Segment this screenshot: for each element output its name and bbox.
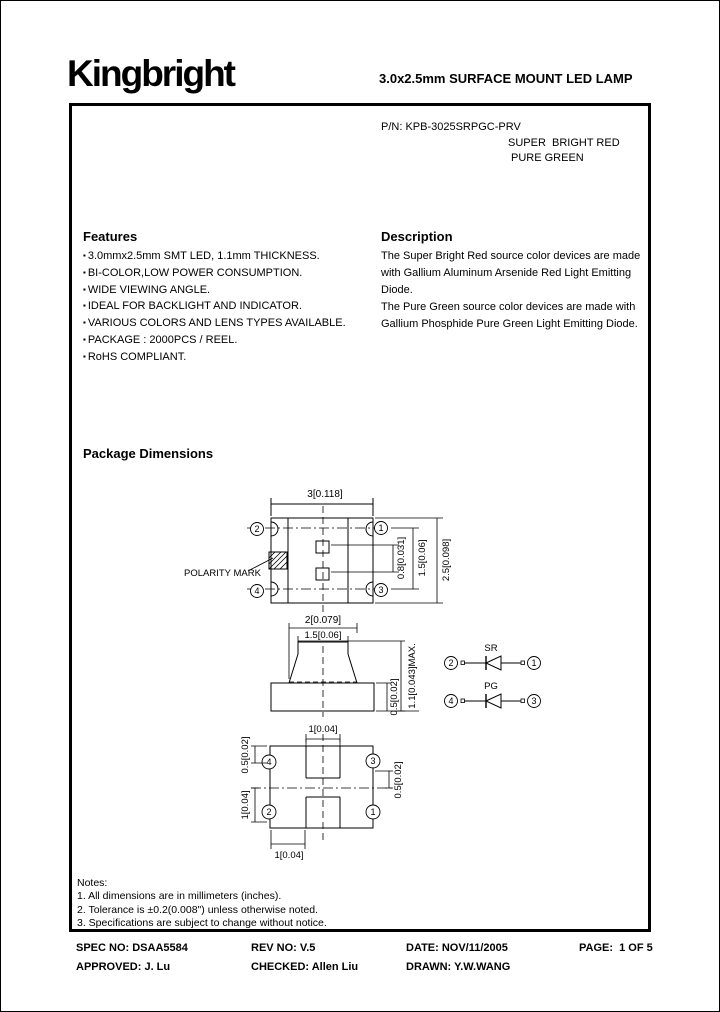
- dim-width-label: 2[0.079]: [304, 615, 342, 626]
- kingbright-logo: Kingbright: [67, 53, 235, 94]
- bullet-icon: ▪: [83, 284, 86, 294]
- feature-text: BI-COLOR,LOW POWER CONSUMPTION.: [87, 266, 303, 279]
- approved-by: APPROVED: J. Lu: [76, 961, 171, 973]
- bottom-dimension-line: [271, 830, 305, 849]
- note-line: 2. Tolerance is ±0.2(0.008") unless otherwise noted.: [77, 903, 319, 916]
- pin-number: 3: [531, 696, 537, 706]
- feature-text: PACKAGE : 2000PCS / REEL.: [87, 333, 238, 346]
- package-dimensions-drawing: [1, 1, 720, 1012]
- part-number: P/N: KPB-3025SRPGC-PRV: [381, 121, 521, 133]
- package-body-outline: [271, 683, 374, 711]
- dim-mid-label: 1.5[0.06]: [417, 539, 428, 577]
- bullet-icon: ▪: [83, 301, 86, 311]
- dim-top-label: 1[0.04]: [308, 724, 338, 735]
- pin-number: 4: [254, 586, 260, 596]
- spec-no: SPEC NO: DSAA5584: [76, 942, 188, 954]
- checked-by: CHECKED: Allen Liu: [251, 961, 359, 973]
- page-number: PAGE: 1 OF 5: [579, 942, 653, 954]
- side-view-diagram: [271, 615, 419, 717]
- right-dimension-line: [375, 771, 393, 788]
- corner-notches: [271, 522, 373, 596]
- feature-text: WIDE VIEWING ANGLE.: [87, 283, 211, 296]
- pg-diode-label: PG: [484, 681, 498, 692]
- center-contacts: [316, 541, 329, 580]
- bullet-icon: ▪: [83, 267, 86, 277]
- notes-heading: Notes:: [77, 877, 108, 889]
- pin-number: 4: [448, 696, 454, 706]
- features-heading: Features: [83, 229, 138, 244]
- pad-layout-diagram: [240, 724, 404, 861]
- pin-number: 1: [370, 807, 376, 817]
- centerlines: [251, 734, 393, 841]
- terminal-divider-lines: [288, 518, 348, 603]
- dim-base-label: 0.5[0.02]: [389, 678, 400, 716]
- note-line: 1. All dimensions are in millimeters (inches).: [77, 890, 282, 903]
- feature-text: VARIOUS COLORS AND LENS TYPES AVAILABLE.: [87, 317, 346, 330]
- description-line: The Super Bright Red source color devices are made: [381, 250, 641, 262]
- top-view-diagram: [184, 489, 452, 614]
- pin-number: 2: [254, 524, 260, 534]
- polarity-mark: [269, 552, 287, 569]
- date: DATE: NOV/11/2005: [406, 942, 508, 954]
- description-line: Gallium Phosphide Pure Green Light Emitting Diode.: [381, 317, 638, 330]
- description-heading: Description: [381, 229, 453, 244]
- pin-number: 1: [378, 523, 384, 533]
- feature-text: 3.0mmx2.5mm SMT LED, 1.1mm THICKNESS.: [87, 250, 320, 262]
- bullet-icon: ▪: [83, 334, 86, 344]
- pin-number: 3: [378, 585, 384, 595]
- dim-bottom-label: 1[0.04]: [274, 850, 304, 861]
- pin-number: 2: [266, 807, 272, 817]
- package-dimensions-heading: Package Dimensions: [83, 446, 214, 461]
- source-color-line1: SUPER BRIGHT RED: [508, 137, 620, 149]
- description-line: Diode.: [381, 283, 413, 296]
- sr-diode-label: SR: [484, 643, 498, 654]
- pin-number: 4: [266, 757, 272, 767]
- dim-inner-label: 0.8[0.031]: [396, 536, 407, 580]
- pin-number: 2: [448, 658, 454, 668]
- package-outline: [271, 518, 373, 603]
- description-line: The Pure Green source color devices are made with: [381, 300, 636, 313]
- circuit-diagram: [445, 643, 541, 708]
- dim-height-label: 1.1[0.043]MAX.: [407, 643, 418, 709]
- pad-pattern-outline: [270, 746, 376, 828]
- dim-width-line: [271, 498, 373, 516]
- polarity-mark-label: POLARITY MARK: [184, 568, 261, 579]
- dim-height-label: 2.5[0.098]: [441, 538, 452, 582]
- bullet-icon: ▪: [83, 251, 86, 260]
- dim-width-label: 3[0.118]: [307, 489, 343, 500]
- doc-title: 3.0x2.5mm SURFACE MOUNT LED LAMP: [379, 71, 633, 86]
- description-line: with Gallium Aluminum Arsenide Red Light Emitting: [381, 266, 632, 279]
- bullet-icon: ▪: [83, 351, 86, 361]
- pad-pin-markers: [262, 754, 380, 819]
- pin-number: 1: [531, 658, 537, 668]
- drawn-by: DRAWN: Y.W.WANG: [406, 961, 511, 973]
- dim-left-bottom-label: 1[0.04]: [240, 790, 251, 820]
- feature-text: IDEAL FOR BACKLIGHT AND INDICATOR.: [87, 300, 302, 313]
- dim-left-top-label: 0.5[0.02]: [240, 736, 251, 774]
- pin-number: 3: [370, 756, 376, 766]
- note-line: 3. Specifications are subject to change without notice.: [77, 917, 327, 930]
- dim-lens-label: 1.5[0.06]: [304, 630, 342, 641]
- source-color-line2: PURE GREEN: [511, 152, 584, 164]
- feature-text: RoHS COMPLIANT.: [87, 350, 187, 363]
- notes-section: [77, 877, 327, 931]
- rev-no: REV NO: V.5: [251, 942, 316, 954]
- bullet-icon: ▪: [83, 318, 86, 328]
- pg-diode: [445, 694, 541, 708]
- sr-diode: [445, 656, 541, 670]
- dim-right-label: 0.5[0.02]: [393, 761, 404, 799]
